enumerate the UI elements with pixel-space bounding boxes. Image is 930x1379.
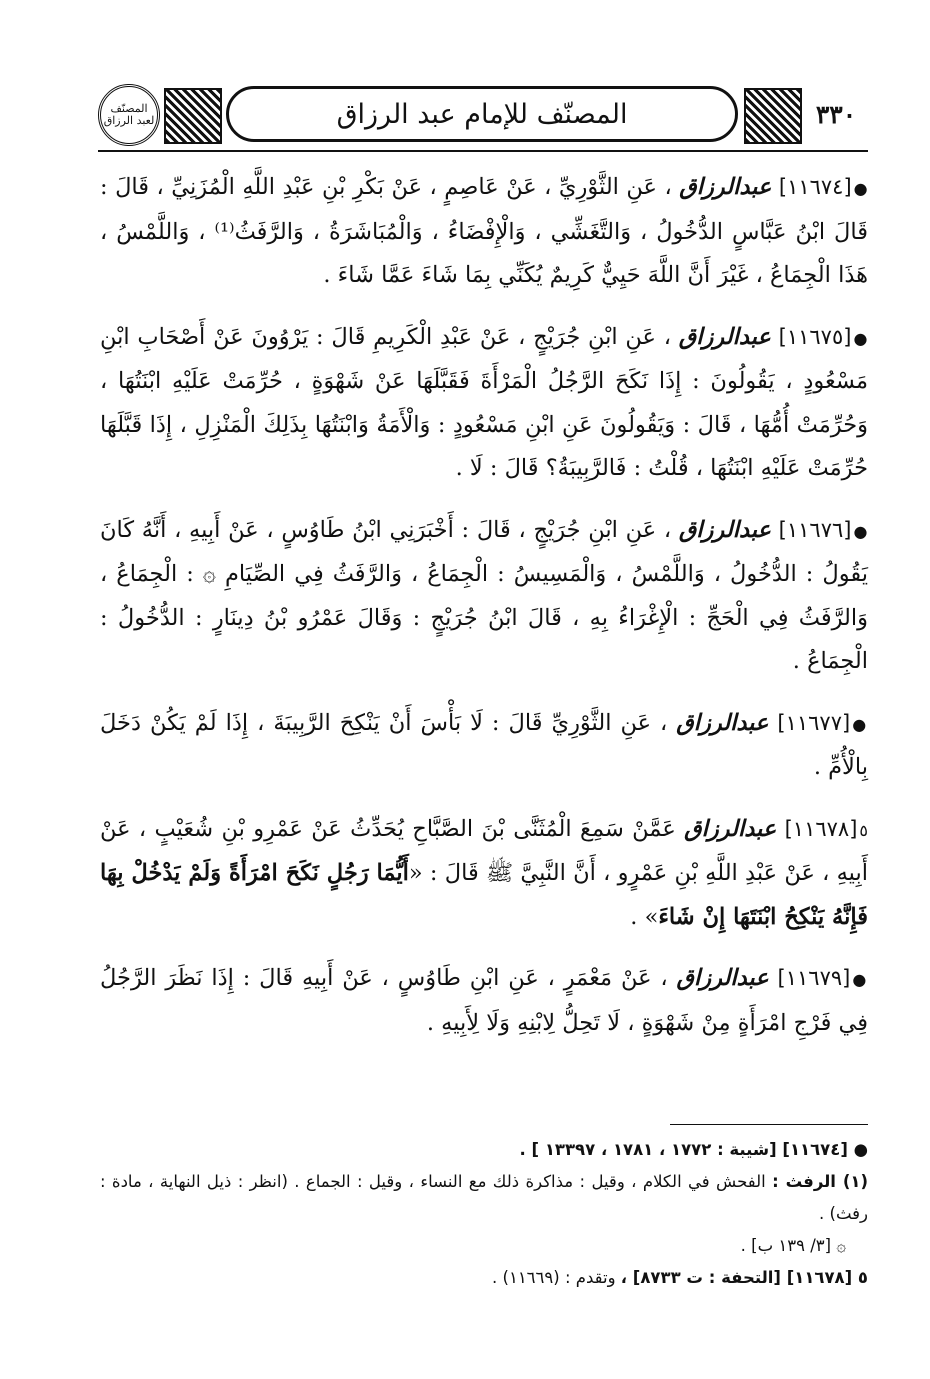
hadith-author: عبدالرزاق [676,709,769,736]
footnote-divider [670,1124,868,1125]
hadith-11675 [100,316,868,491]
hadith-11677 [100,702,868,790]
seal-line-2: لعبد الرزاق [103,114,155,127]
header-divider [98,150,868,152]
footnote-source-11678 [100,1262,868,1294]
hadith-tail: » . [630,903,659,930]
book-seal-logo [98,84,160,146]
hadith-11674 [100,166,868,298]
footnote-manuscript-ref: ۞ [٣/ ١٣٩ ب] . [740,1236,846,1255]
hadith-number: [١١٦٧٦] [778,517,852,542]
hadith-text: ، عَنِ الثَّوْرِيِّ قَالَ : لَا بَأْسَ أَنْ يَنْكِحَ الرَّبِيبَةَ ، إِذَا لَمْ يَكُنْ دَخَلَ بِالْأُمِّ . [100,709,868,780]
page-header [98,80,868,150]
page-number: ٣٣٠ [804,88,868,140]
footnote-1-term: (١) الرفث : [772,1172,869,1191]
hadith-marker: ٥ [859,820,868,840]
prophetic-quote: أَيُّمَا رَجُلٍ نَكَحَ امْرَأَةً وَلَمْ يَدْخُلْ بِهَا فَإِنَّهُ يَنْكِحُ ابْنَتَهَا إِنْ شَاءَ [100,860,868,930]
hadith-number: [١١٦٧٧] [777,710,851,735]
hadith-number: [١١٦٧٥] [778,324,852,349]
hadith-author: عبدالرزاق [679,174,772,200]
footnote-source-label: ٥ [١١٦٧٨] [التحفة : ت ٨٧٣٣] ، [620,1268,868,1287]
hadith-marker: ● [853,179,868,198]
hadith-marker: ● [852,714,869,734]
hadith-marker: ● [853,521,868,541]
footnote-source-11674: ● [١١٦٧٤] [شيبة : ١٧٧٢ ، ١٧٨١ ، ١٣٣٩٧ ] . [519,1140,868,1159]
hadith-marker: ● [853,328,868,348]
hadith-author: عبدالرزاق [678,516,771,543]
running-title: المصنّف للإمام عبد الرزاق [226,86,738,142]
hadith-11679 [100,957,868,1045]
hadith-number: [١١٦٧٤] [778,175,852,199]
main-text [100,166,868,1063]
hadith-text: ، عَنْ مَعْمَرٍ ، عَنِ ابْنِ طَاوُسٍ ، عَنْ أَبِيهِ قَالَ : إِذَا نَظَرَ الرَّجُلُ فِي فَرْجِ امْرَأَةٍ مِنْ شَهْوَةٍ ، لَا تَحِلُّ لِابْنِهِ وَلَا لِأَبِيهِ . [100,965,868,1036]
hadith-author: عبدالرزاق [684,815,777,842]
footnote-1 [100,1166,868,1230]
ornament-left-icon [164,88,222,144]
footnotes [100,1134,868,1294]
hadith-number: [١١٦٧٨] [784,816,858,841]
footnote-1-text: الفحش في الكلام ، وقيل : مذاكرة ذلك مع النساء ، وقيل : الجماع . (انظر : ذيل النهاية ، مادة : رفث) . [100,1172,868,1223]
hadith-11678 [100,808,868,940]
hadith-text: ، عَنِ ابْنِ جُرَيْجٍ ، قَالَ : أَخْبَرَنِي ابْنُ طَاوُسٍ ، عَنْ أَبِيهِ ، أَنَّهُ كَانَ يَقُولُ : الدُّخُولُ ، وَاللَّمْسُ ، وَالْمَسِيسُ : الْجِمَاعُ ، وَالرَّفَثُ فِي الصِّيَامِ ۞ : الْجِمَاعُ ، وَالرَّفَثُ فِي الْحَجِّ : الْإِغْرَاءُ بِهِ ، قَالَ ابْنُ جُرَيْجٍ : وَقَالَ عَمْرُو بْنُ دِينَارٍ : الدُّخُولُ : الْجِمَاعُ . [100,516,868,674]
seal-line-1: المصنّف [110,102,148,115]
hadith-marker: ● [852,970,869,989]
hadith-11676 [100,509,868,684]
hadith-text: ، عَنِ ابْنِ جُرَيْجٍ ، عَنْ عَبْدِ الْكَرِيمِ قَالَ : يَرْوُونَ عَنْ أَصْحَابِ ابْنِ مَسْعُودٍ ، يَقُولُونَ : إِذَا نَكَحَ الرَّجُلُ الْمَرْأَةَ فَقَبَّلَهَا عَنْ شَهْوَةٍ ، حُرِّمَتْ عَلَيْهِ ابْنَتُهَا ، وَحُرِّمَتْ أُمُّهَا ، قَالَ : وَيَقُولُونَ عَنِ ابْنِ مَسْعُودٍ : وَالْأَمَةُ وَابْنَتُهَا بِذَلِكَ الْمَنْزِلِ ، إِذَا قَبَّلَهَا حُرِّمَتْ عَلَيْهِ ابْنَتُهَا ، قُلْتُ : فَالرَّبِيبَةُ؟ قَالَ : لَا . [100,323,868,481]
hadith-author: عبدالرزاق [676,965,769,991]
hadith-text: عَمَّنْ سَمِعَ الْمُثَنَّى بْنَ الصَّبَّاحِ يُحَدِّثُ عَنْ عَمْرِو بْنِ شُعَيْبٍ ، عَنْ أَبِيهِ ، عَنْ عَبْدِ اللَّهِ بْنِ عَمْرٍو ، أَنَّ النَّبِيَّ ﷺ قَالَ : « [100,815,868,886]
hadith-text: ، عَنِ الثَّوْرِيِّ ، عَنْ عَاصِمٍ ، عَنْ بَكْرِ بْنِ عَبْدِ اللَّهِ الْمُزَنِيِّ ، قَالَ : قَالَ ابْنُ عَبَّاسٍ الدُّخُولُ ، وَالتَّغَشِّي ، وَالْإِفْضَاءُ ، وَالْمُبَاشَرَةُ ، وَالرَّفَثُ⁽¹⁾ ، وَاللَّمْسُ ، هَذَا الْجِمَاعُ ، غَيْرَ أَنَّ اللَّهَ حَيِيٌّ كَرِيمٌ يُكَنِّي بِمَا شَاءَ عَمَّا شَاءَ . [100,174,868,288]
hadith-number: [١١٦٧٩] [777,966,851,990]
ornament-right-icon [744,88,802,144]
hadith-author: عبدالرزاق [678,323,771,350]
footnote-source-text: وتقدم : (١١٦٦٩) . [492,1268,616,1287]
